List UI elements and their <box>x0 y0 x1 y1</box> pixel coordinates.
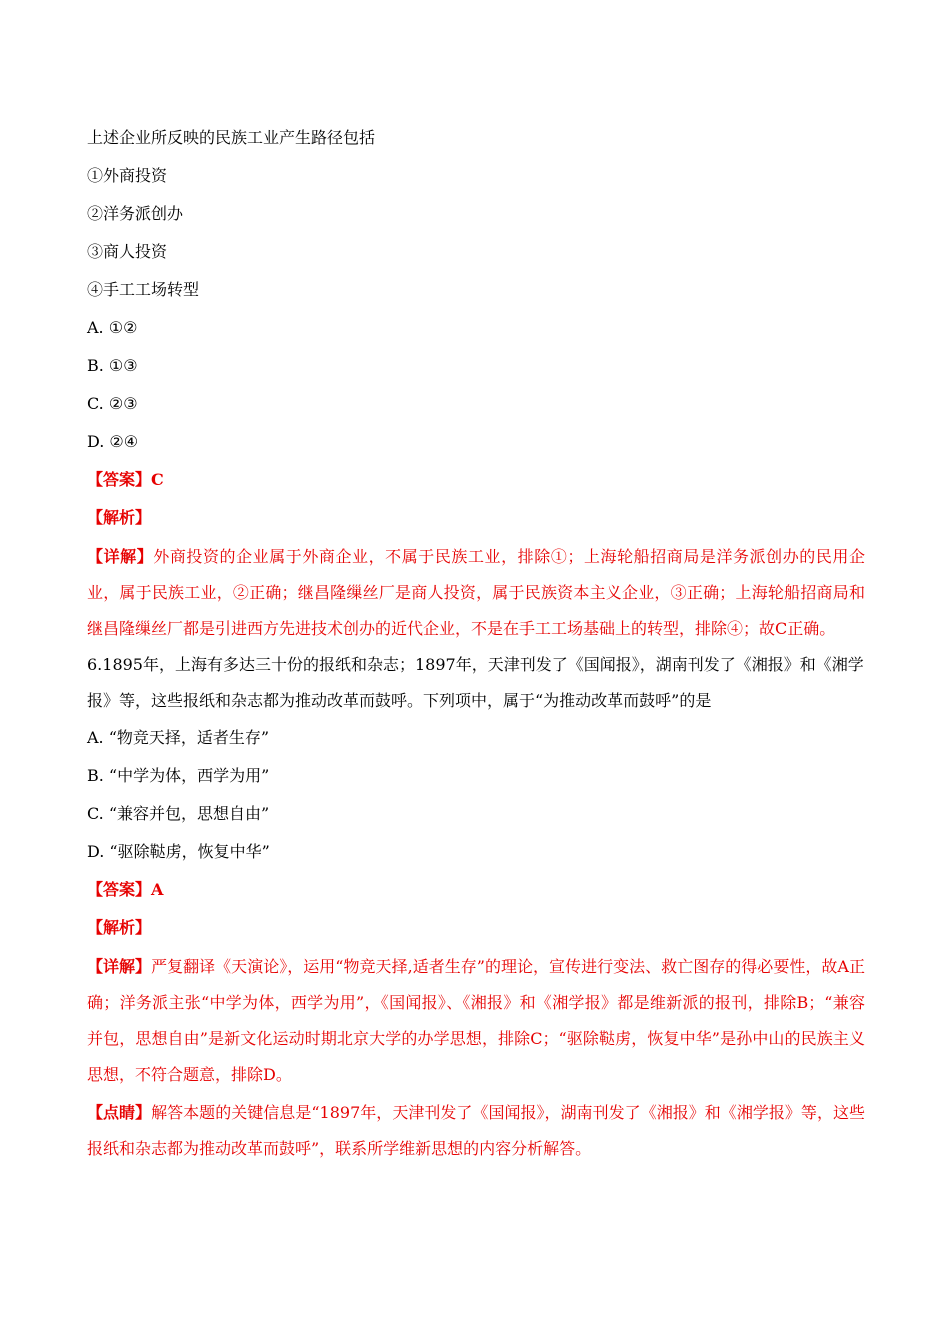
statement-item: ①外商投资 <box>87 166 168 185</box>
option-a: A. ①② <box>87 318 138 337</box>
key-point-label: 【点睛】 <box>87 1103 152 1122</box>
answer-line: 【答案】C <box>87 470 164 489</box>
option-c: C. “兼容并包，思想自由” <box>87 804 270 823</box>
option-a: A. “物竞天择，适者生存” <box>87 728 270 747</box>
detail-text: 外商投资的企业属于外商企业，不属于民族工业，排除①；上海轮船招商局是洋务派创办的民用企业，属于民族工业，②正确；继昌隆缫丝厂是商人投资，属于民族资本主义企业，③正确；上海轮船招商局和继昌隆缫丝厂都是引进西方先进技术创办的近代企业，不是在手工工场基础上的转型，排除④；故C正确。 <box>87 547 865 638</box>
option-d: D. ②④ <box>87 432 139 451</box>
option-b: B. “中学为体，西学为用” <box>87 766 270 785</box>
answer-line: 【答案】A <box>87 880 164 899</box>
statement-item: ②洋务派创办 <box>87 204 184 223</box>
key-point <box>87 1095 865 1167</box>
document-body <box>87 119 865 1167</box>
statement-item: ④手工工场转型 <box>87 280 200 299</box>
statement-item: ③商人投资 <box>87 242 168 261</box>
detail-explanation <box>87 539 865 647</box>
detail-explanation <box>87 949 865 1093</box>
option-d: D. “驱除鞑虏，恢复中华” <box>87 842 270 861</box>
option-c: C. ②③ <box>87 394 138 413</box>
analysis-heading: 【解析】 <box>87 508 152 527</box>
key-point-text: 解答本题的关键信息是“1897年，天津刊发了《国闻报》，湖南刊发了《湘报》和《湘学报》等，这些报纸和杂志都为推动改革而鼓呼”，联系所学维新思想的内容分析解答。 <box>87 1103 865 1158</box>
question-stem: 上述企业所反映的民族工业产生路径包括 <box>87 128 376 147</box>
detail-label: 【详解】 <box>87 957 152 976</box>
detail-text: 严复翻译《天演论》，运用“物竞天择,适者生存”的理论，宣传进行变法、救亡图存的得必要性，故A正确；洋务派主张“中学为体，西学为用”，《国闻报》、《湘报》和《湘学报》都是维新派的报刊，排除B；“兼容并包，思想自由”是新文化运动时期北京大学的办学思想，排除C；“驱除鞑虏，恢复中华”是孙中山的民族主义思想，不符合题意，排除D。 <box>87 957 865 1084</box>
analysis-heading: 【解析】 <box>87 918 152 937</box>
option-b: B. ①③ <box>87 356 138 375</box>
question-stem: 6.1895年，上海有多达三十份的报纸和杂志；1897年，天津刊发了《国闻报》，湖南刊发了《湘报》和《湘学报》等，这些报纸和杂志都为推动改革而鼓呼。下列项中，属于“为推动改革而鼓呼”的是 <box>87 655 864 710</box>
detail-label: 【详解】 <box>87 547 154 566</box>
